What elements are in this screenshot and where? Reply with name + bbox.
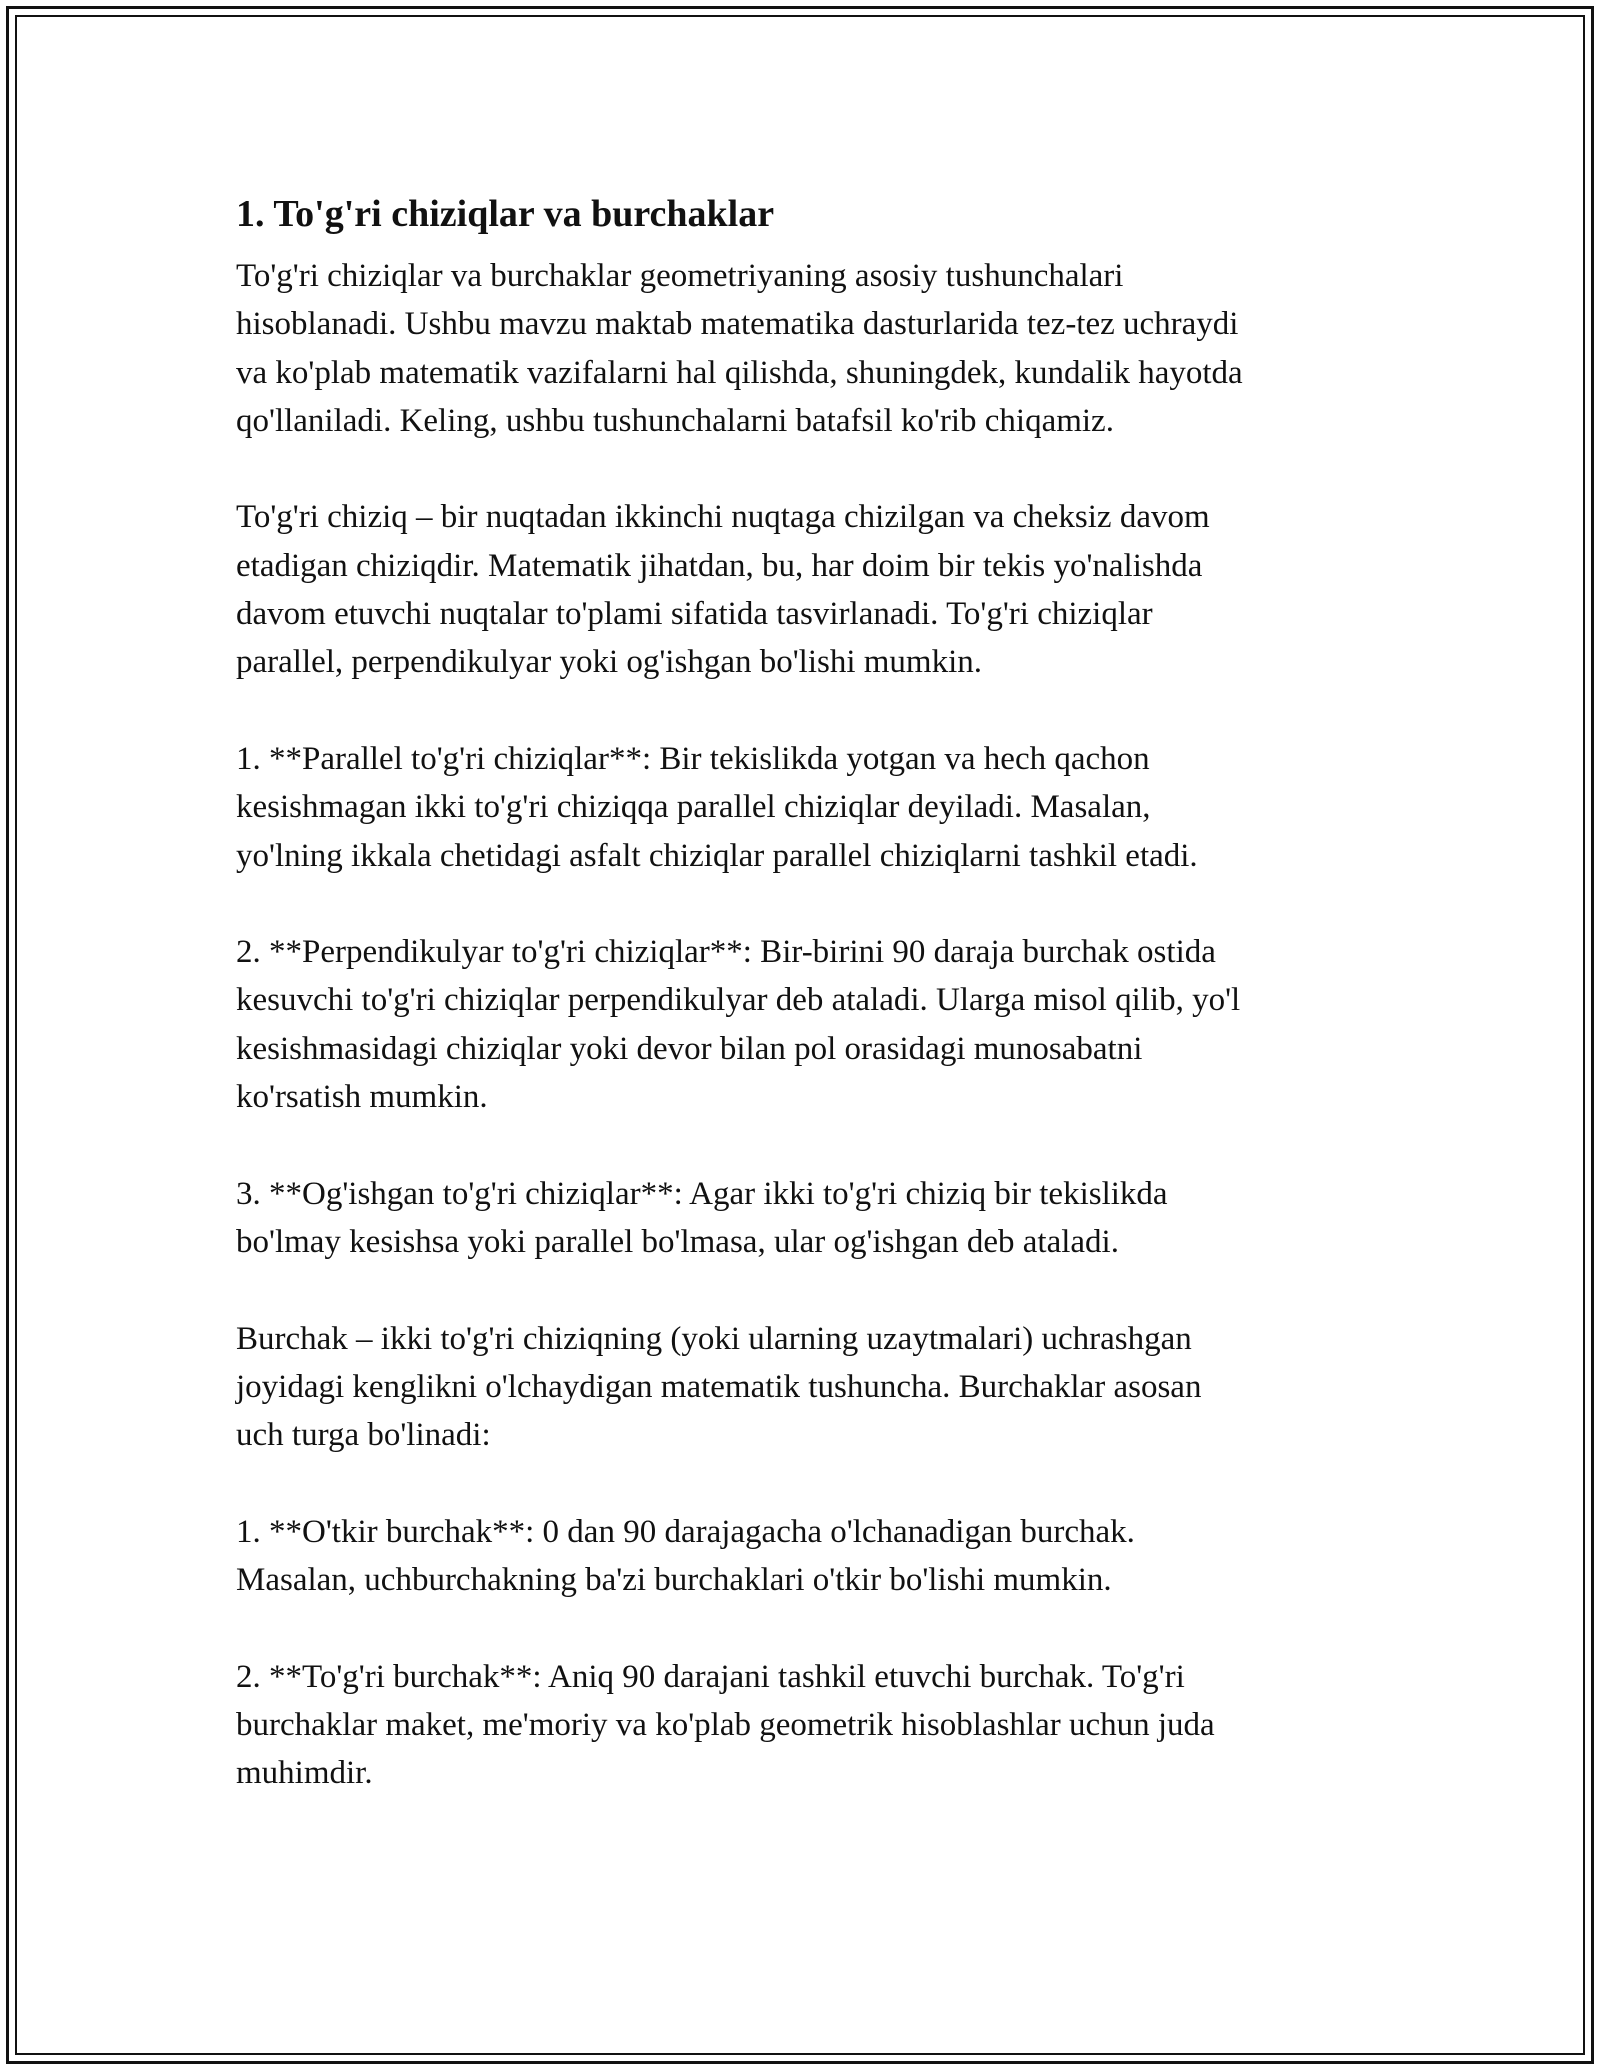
paragraph-line: 3. **Og'ishgan to'g'ri chiziqlar**: Agar ikki to'g'ri chiziq bir tekislikda <box>236 1175 1168 1212</box>
paragraph-line: kesishmagan ikki to'g'ri chiziqqa parallel chiziqlar deyiladi. Masalan, <box>236 789 1151 826</box>
paragraph-line: yo'lning ikkala chetidagi asfalt chiziqlar parallel chiziqlarni tashkil etadi. <box>236 837 1198 874</box>
paragraph <box>236 1508 1366 1605</box>
paragraph-line: kesishmasidagi chiziqlar yoki devor bilan pol orasidagi munosabatni <box>236 1030 1143 1067</box>
paragraph-line: joyidagi kenglikni o'lchaydigan matematik tushuncha. Burchaklar asosan <box>236 1368 1202 1405</box>
paragraph-line: parallel, perpendikulyar yoki og'ishgan bo'lishi mumkin. <box>236 644 983 681</box>
paragraph-line: 1. **Parallel to'g'ri chiziqlar**: Bir tekislikda yotgan va hech qachon <box>236 740 1150 777</box>
paragraph <box>236 928 1366 1121</box>
paragraph-line: ko'rsatish mumkin. <box>236 1079 488 1116</box>
paragraph <box>236 1170 1366 1267</box>
paragraph-line: 2. **To'g'ri burchak**: Aniq 90 darajani tashkil etuvchi burchak. To'g'ri <box>236 1658 1185 1695</box>
paragraph-line: kesuvchi to'g'ri chiziqlar perpendikulyar deb ataladi. Ularga misol qilib, yo'l <box>236 982 1241 1019</box>
paragraph-line: 1. **O'tkir burchak**: 0 dan 90 darajagacha o'lchanadigan burchak. <box>236 1513 1135 1550</box>
paragraph-line: To'g'ri chiziq – bir nuqtadan ikkinchi nuqtaga chizilgan va cheksiz davom <box>236 499 1210 536</box>
paragraph <box>236 1653 1366 1798</box>
paragraph-line: davom etuvchi nuqtalar to'plami sifatida tasvirlanadi. To'g'ri chiziqlar <box>236 596 1153 633</box>
paragraph-line: To'g'ri chiziqlar va burchaklar geometriyaning asosiy tushunchalari <box>236 258 1124 294</box>
paragraph-line: muhimdir. <box>236 1755 373 1792</box>
paragraph-line: hisoblanadi. Ushbu mavzu maktab matematika dasturlarida tez-tez uchraydi <box>236 306 1239 343</box>
paragraph-line: Burchak – ikki to'g'ri chiziqning (yoki ularning uzaytmalari) uchrashgan <box>236 1320 1192 1357</box>
paragraph <box>236 252 1366 445</box>
paragraph-list <box>236 252 1366 1798</box>
paragraph-line: 2. **Perpendikulyar to'g'ri chiziqlar**: Bir-birini 90 daraja burchak ostida <box>236 934 1216 971</box>
paragraph-line: burchaklar maket, me'moriy va ko'plab geometrik hisoblashlar uchun juda <box>236 1706 1215 1743</box>
page-title: 1. To'g'ri chiziqlar va burchaklar <box>236 193 775 235</box>
paragraph-line: va ko'plab matematik vazifalarni hal qilishda, shuningdek, kundalik hayotda <box>236 354 1243 391</box>
paragraph-line: uch turga bo'linadi: <box>236 1417 491 1454</box>
paragraph <box>236 1315 1366 1460</box>
document-body <box>236 186 1366 1846</box>
paragraph-line: Masalan, uchburchakning ba'zi burchaklari o'tkir bo'lishi mumkin. <box>236 1562 1112 1599</box>
paragraph <box>236 493 1366 686</box>
paragraph-line: qo'llaniladi. Keling, ushbu tushunchalarni batafsil ko'rib chiqamiz. <box>236 402 1114 439</box>
paragraph-line: bo'lmay kesishsa yoki parallel bo'lmasa, ular og'ishgan deb ataladi. <box>236 1223 1119 1260</box>
paragraph-line: etadigan chiziqdir. Matematik jihatdan, bu, har doim bir tekis yo'nalishda <box>236 547 1203 584</box>
paragraph <box>236 735 1366 880</box>
